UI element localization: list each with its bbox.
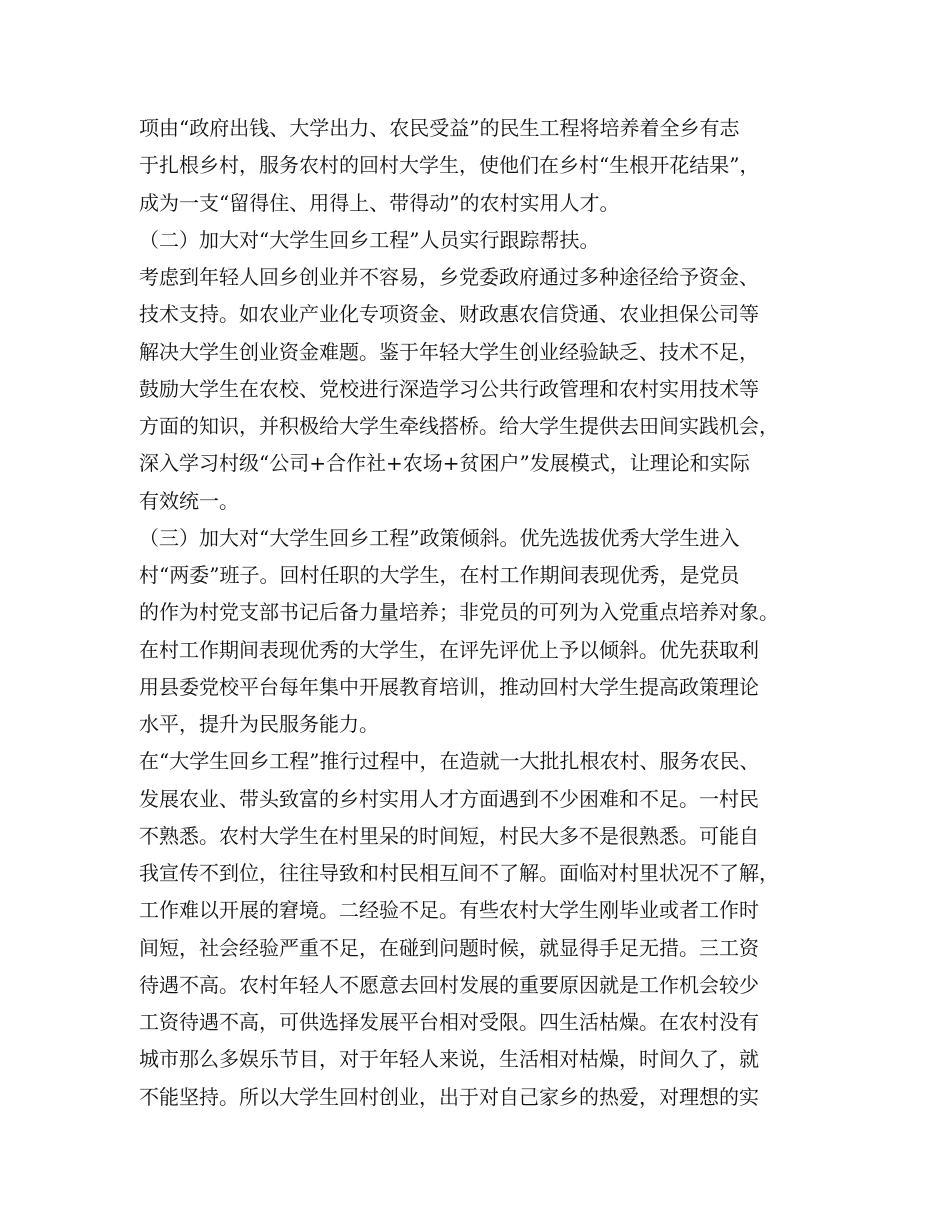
text-line: 的作为村党支部书记后备力量培养；非党员的可列为入党重点培养对象。 [139, 600, 779, 625]
text-line: 水平，提升为民服务能力。 [139, 712, 379, 736]
text-line: 工作难以开展的窘境。二经验不足。有些农村大学生刚毕业或者工作时 [139, 898, 759, 923]
section-heading: （三）加大对“大学生回乡工程”政策倾斜。优先选拔优秀大学生进入 [139, 525, 740, 550]
text-line: 用县委党校平台每年集中开展教育培训，推动回村大学生提高政策理论 [139, 674, 759, 699]
text-line: 在“大学生回乡工程”推行过程中，在造就一大批扎根农村、服务农民、 [139, 749, 760, 774]
text-line: 村“两委”班子。回村任职的大学生，在村工作期间表现优秀，是党员 [139, 563, 740, 587]
text-line: 鼓励大学生在农校、党校进行深造学习公共行政管理和农村实用技术等 [139, 376, 759, 401]
text-line: 技术支持。如农业产业化专项资金、财政惠农信贷通、农业担保公司等 [139, 302, 759, 327]
text-line: 工资待遇不高，可供选择发展平台相对受限。四生活枯燥。在农村没有 [139, 1010, 759, 1034]
text-line: 考虑到年轻人回乡创业并不容易，乡党委政府通过多种途径给予资金、 [139, 265, 759, 289]
text-line: 待遇不高。农村年轻人不愿意去回村发展的重要原因就是工作机会较少 [139, 972, 759, 997]
document-body [139, 110, 839, 1116]
text-line: 城市那么多娱乐节目，对于年轻人来说，生活相对枯燥，时间久了，就 [139, 1047, 759, 1072]
text-line: 于扎根乡村，服务农村的回村大学生，使他们在乡村“生根开花结果”， [139, 153, 760, 178]
section-heading: （二）加大对“大学生回乡工程”人员实行跟踪帮扶。 [139, 227, 600, 252]
text-line: 解决大学生创业资金难题。鉴于年轻大学生创业经验缺乏、技术不足， [139, 339, 759, 364]
text-line: 深入学习村级“公司+合作社+农场+贫困户”发展模式，让理论和实际 [139, 451, 750, 476]
text-line: 不能坚持。所以大学生回村创业，出于对自己家乡的热爱，对理想的实 [139, 1084, 759, 1109]
text-line: 间短，社会经验严重不足，在碰到问题时候，就显得手足无措。三工资 [139, 935, 759, 960]
text-line: 有效统一。 [139, 488, 239, 513]
text-line: 不熟悉。农村大学生在村里呆的时间短，村民大多不是很熟悉。可能自 [139, 823, 759, 848]
text-line: 项由“政府出钱、大学出力、农民受益”的民生工程将培养着全乡有志 [139, 116, 740, 140]
text-line: 方面的知识，并积极给大学生牵线搭桥。给大学生提供去田间实践机会， [139, 414, 779, 438]
text-line: 我宣传不到位，往往导致和村民相互间不了解。面临对村里状况不了解， [139, 861, 779, 885]
text-line: 发展农业、带头致富的乡村实用人才方面遇到不少困难和不足。一村民 [139, 786, 759, 811]
text-line: 在村工作期间表现优秀的大学生，在评先评优上予以倾斜。优先获取利 [139, 637, 759, 662]
text-line: 成为一支“留得住、用得上、带得动”的农村实用人才。 [139, 190, 620, 215]
